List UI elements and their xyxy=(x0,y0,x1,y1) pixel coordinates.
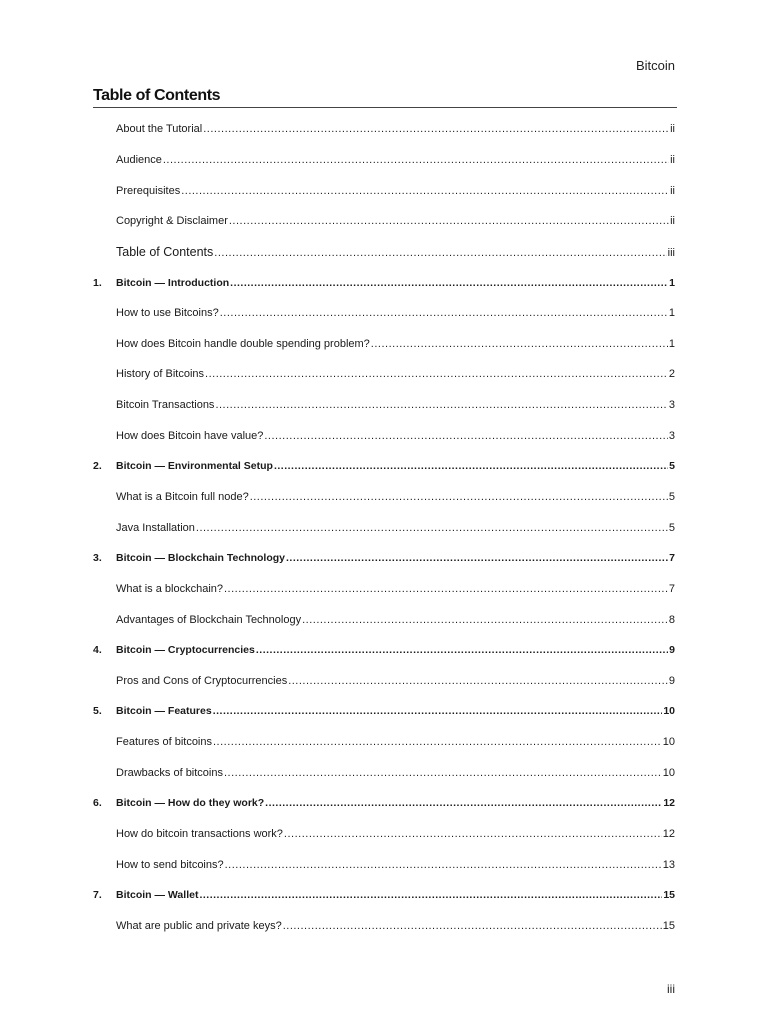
toc-dot-leader xyxy=(203,123,669,135)
toc-dot-leader xyxy=(288,675,668,687)
toc-dot-leader xyxy=(286,552,668,564)
toc-dot-leader xyxy=(283,920,662,932)
toc-chapter-entry[interactable] xyxy=(93,451,675,482)
toc-dot-leader xyxy=(214,247,666,259)
toc-dot-leader xyxy=(274,460,668,472)
running-header-title: Bitcoin xyxy=(635,58,675,73)
toc-entry-page: 15 xyxy=(663,889,675,902)
toc-entry-label: Table of Contents xyxy=(116,244,214,259)
toc-section-entry[interactable] xyxy=(93,359,675,390)
toc-entry-line xyxy=(116,675,675,687)
toc-dot-leader xyxy=(250,491,668,503)
toc-entry-number: 7. xyxy=(93,889,102,902)
toc-entry-page: ii xyxy=(670,184,675,197)
toc-entry-line xyxy=(116,920,675,932)
toc-entry-label: What are public and private keys? xyxy=(116,919,282,932)
toc-entry-label: Drawbacks of bitcoins xyxy=(116,766,223,779)
toc-dot-leader xyxy=(181,185,669,197)
toc-section-entry[interactable] xyxy=(93,420,675,451)
toc-entry-label: Bitcoin — Features xyxy=(116,705,212,718)
toc-entry-label: How to use Bitcoins? xyxy=(116,307,219,320)
toc-dot-leader xyxy=(199,889,662,901)
toc-dot-leader xyxy=(225,859,662,871)
toc-entry-line xyxy=(116,828,675,840)
toc-entry-number: 2. xyxy=(93,460,102,473)
toc-dot-leader xyxy=(264,430,668,442)
toc-entry-label: About the Tutorial xyxy=(116,123,203,136)
toc-section-entry[interactable] xyxy=(93,482,675,513)
toc-entry-number: 4. xyxy=(93,644,102,657)
toc-entry-label: Bitcoin — Cryptocurrencies xyxy=(116,644,255,657)
toc-dot-leader xyxy=(229,215,669,227)
toc-dot-leader xyxy=(224,767,662,779)
toc-entry-label: Prerequisites xyxy=(116,184,181,197)
toc-dot-leader xyxy=(284,828,662,840)
toc-entry-page: 5 xyxy=(669,460,675,473)
toc-section-entry[interactable] xyxy=(93,574,675,605)
toc-entry-label: Audience xyxy=(116,153,162,166)
toc-entry-line xyxy=(116,552,675,564)
toc-dot-leader xyxy=(196,522,668,534)
toc-entry-line xyxy=(116,522,675,534)
toc-entry-label: Bitcoin — Wallet xyxy=(116,889,199,902)
toc-entry-line xyxy=(116,307,675,319)
toc-entry-label: Bitcoin — Blockchain Technology xyxy=(116,552,285,565)
toc-section-entry[interactable] xyxy=(93,911,675,942)
toc-section-entry[interactable] xyxy=(93,237,675,268)
toc-entry-line xyxy=(116,491,675,503)
toc-entry-line xyxy=(116,705,675,717)
toc-entry-number: 6. xyxy=(93,797,102,810)
toc-dot-leader xyxy=(213,736,662,748)
toc-entry-page: 2 xyxy=(668,368,675,381)
toc-entry-line xyxy=(116,277,675,289)
toc-section-entry[interactable] xyxy=(93,298,675,329)
toc-entry-line xyxy=(116,154,675,166)
toc-chapter-entry[interactable] xyxy=(93,543,675,574)
toc-entry-page: 10 xyxy=(662,766,675,779)
toc-entry-line xyxy=(116,460,675,472)
toc-entry-label: Bitcoin — How do they work? xyxy=(116,797,265,810)
toc-chapter-entry[interactable] xyxy=(93,788,675,819)
toc-entry-page: 3 xyxy=(668,429,675,442)
toc-entry-line xyxy=(116,185,675,197)
toc-entry-page: 7 xyxy=(668,582,675,595)
toc-entry-page: 3 xyxy=(668,399,675,412)
toc-entry-line xyxy=(116,338,675,350)
toc-entry-label: Bitcoin — Environmental Setup xyxy=(116,460,273,473)
toc-entry-label: How does Bitcoin handle double spending problem? xyxy=(116,337,370,350)
toc-entry-label: Bitcoin Transactions xyxy=(116,399,215,412)
toc-entry-page: 1 xyxy=(669,276,675,289)
toc-entry-label: Features of bitcoins xyxy=(116,736,212,749)
toc-entry-page: 5 xyxy=(668,521,675,534)
toc-dot-leader xyxy=(230,277,668,289)
toc-chapter-entry[interactable] xyxy=(93,696,675,727)
toc-section-entry[interactable] xyxy=(93,206,675,237)
toc-entry-label: History of Bitcoins xyxy=(116,368,205,381)
toc-dot-leader xyxy=(163,154,669,166)
toc-dot-leader xyxy=(220,307,668,319)
toc-entry-line xyxy=(116,859,675,871)
toc-entry-line xyxy=(116,644,675,656)
toc-entry-page: 7 xyxy=(669,552,675,565)
toc-entry-label: Bitcoin — Introduction xyxy=(116,276,230,289)
toc-section-entry[interactable] xyxy=(93,328,675,359)
toc-entry-page: 9 xyxy=(669,644,675,657)
toc-entry-label: Copyright & Disclaimer xyxy=(116,215,228,228)
toc-section-entry[interactable] xyxy=(93,145,675,176)
toc-entry-line xyxy=(116,430,675,442)
toc-dot-leader xyxy=(371,338,668,350)
toc-section-entry[interactable] xyxy=(93,819,675,850)
toc-entry-page: 13 xyxy=(662,858,675,871)
toc-section-entry[interactable] xyxy=(93,849,675,880)
toc-entry-page: 9 xyxy=(668,674,675,687)
toc-entry-page: 15 xyxy=(662,919,675,932)
toc-entry-page: 1 xyxy=(668,337,675,350)
toc-dot-leader xyxy=(265,797,662,809)
toc-entry-label: What is a blockchain? xyxy=(116,582,223,595)
toc-entry-label: Java Installation xyxy=(116,521,195,534)
toc-entry-number: 1. xyxy=(93,276,102,289)
toc-entry-number: 3. xyxy=(93,552,102,565)
toc-dot-leader xyxy=(213,705,663,717)
toc-section-entry[interactable] xyxy=(93,666,675,697)
toc-section-entry[interactable] xyxy=(93,604,675,635)
toc-chapter-entry[interactable] xyxy=(93,267,675,298)
toc-entry-line xyxy=(116,123,675,135)
toc-list xyxy=(93,114,675,941)
toc-entry-line xyxy=(116,368,675,380)
toc-entry-label: How to send bitcoins? xyxy=(116,858,224,871)
toc-dot-leader xyxy=(302,614,668,626)
toc-entry-page: 12 xyxy=(662,828,675,841)
toc-entry-line xyxy=(116,399,675,411)
toc-entry-line xyxy=(116,767,675,779)
toc-section-entry[interactable] xyxy=(93,175,675,206)
toc-section-entry[interactable] xyxy=(93,390,675,421)
toc-entry-page: 1 xyxy=(668,307,675,320)
toc-entry-line xyxy=(116,583,675,595)
toc-dot-leader xyxy=(256,644,668,656)
toc-entry-page: iii xyxy=(667,246,675,259)
toc-section-entry[interactable] xyxy=(93,727,675,758)
toc-entry-page: 5 xyxy=(668,491,675,503)
toc-chapter-entry[interactable] xyxy=(93,635,675,666)
toc-entry-line xyxy=(116,736,675,748)
title-divider xyxy=(93,107,677,108)
toc-entry-label: What is a Bitcoin full node? xyxy=(116,491,249,503)
toc-entry-page: ii xyxy=(670,123,675,136)
page-title: Table of Contents xyxy=(93,87,221,104)
toc-section-entry[interactable] xyxy=(93,114,675,145)
toc-entry-page: 10 xyxy=(663,705,675,718)
toc-entry-label: Advantages of Blockchain Technology xyxy=(116,613,302,626)
toc-entry-line xyxy=(116,215,675,227)
toc-entry-number: 5. xyxy=(93,705,102,718)
toc-section-entry[interactable] xyxy=(93,757,675,788)
toc-entry-page: 10 xyxy=(662,736,675,749)
toc-entry-line xyxy=(116,889,675,901)
toc-section-entry[interactable] xyxy=(93,512,675,543)
page-number: iii xyxy=(667,982,675,996)
toc-entry-page: 12 xyxy=(663,797,675,810)
toc-entry-label: How do bitcoin transactions work? xyxy=(116,828,283,841)
toc-entry-label: How does Bitcoin have value? xyxy=(116,429,264,442)
toc-entry-line xyxy=(116,614,675,626)
toc-entry-label: Pros and Cons of Cryptocurrencies xyxy=(116,674,288,687)
toc-dot-leader xyxy=(205,368,668,380)
toc-entry-page: 8 xyxy=(668,613,675,626)
toc-entry-line xyxy=(116,797,675,809)
toc-entry-page: ii xyxy=(670,215,675,228)
toc-chapter-entry[interactable] xyxy=(93,880,675,911)
toc-dot-leader xyxy=(215,399,667,411)
toc-dot-leader xyxy=(224,583,668,595)
toc-entry-page: ii xyxy=(670,153,675,166)
toc-entry-line xyxy=(116,245,675,259)
